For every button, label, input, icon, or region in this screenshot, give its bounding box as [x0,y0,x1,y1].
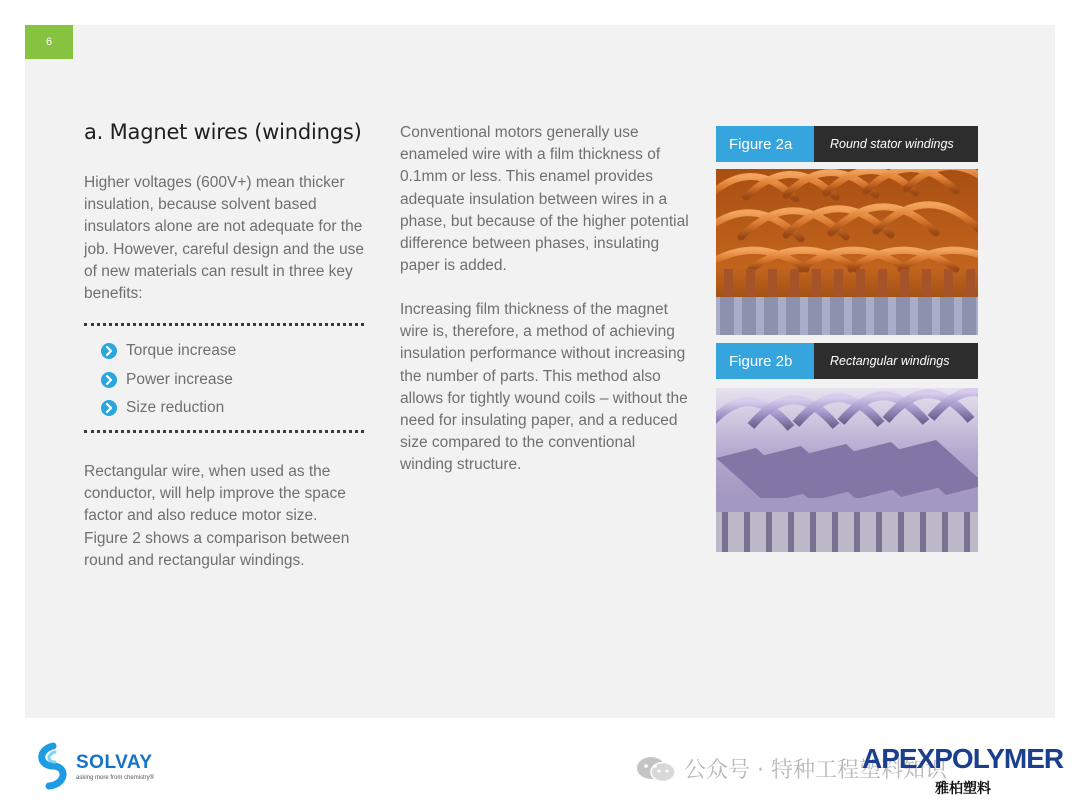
benefit-item [100,394,236,423]
rectangular-windings-image [716,388,978,552]
figure-2b-header [716,343,978,379]
benefit-label: Torque increase [126,342,237,360]
film-thickness-paragraph: Increasing film thickness of the magnet wire is, therefore, a method of achieving insulation performance without increasing the number of parts. This method also allows for tightly wound coils – without the need for insulating paper, and a reduced size compared to the conventional winding structure. [400,301,688,474]
intro-paragraph: Higher voltages (600V+) mean thicker insulation, because solvent based insulators alone are not adequate for the job. However, careful design and the use of new materials can result in three key benefits: [84,174,365,303]
chevron-circle-icon [100,399,118,417]
section-heading: a. Magnet wires (windings) [84,120,362,144]
rectangular-wire-paragraph: Rectangular wire, when used as the conductor, will help improve the space factor and also reduce motor size. Figure 2 shows a comparison between round and rectangular windings. [84,463,350,569]
dotted-divider-top [84,323,364,326]
figure-2b-caption: Rectangular windings [814,343,978,379]
benefit-item [100,337,236,366]
figure-2a-caption: Round stator windings [814,126,978,162]
benefit-item [100,366,236,395]
benefit-label: Size reduction [126,399,225,417]
wechat-watermark: 公众号 · 特种工程塑料知识 [684,758,947,783]
dotted-divider-bottom [84,430,364,433]
solvay-brand-name: SOLVAY [76,752,153,773]
wechat-icon [635,754,677,784]
figure-2b-tag: Figure 2b [716,343,814,379]
benefit-label: Power increase [126,370,233,388]
chevron-circle-icon [100,342,118,360]
solvay-tagline: asking more from chemistry® [76,775,155,781]
benefits-list [100,337,236,423]
page-number: 6 [25,25,73,59]
chevron-circle-icon [100,371,118,389]
apex-polymer-logo: APEXPOLYMER [862,743,1064,774]
figure-2a-header [716,126,978,162]
figure-2a-tag: Figure 2a [716,126,814,162]
apex-polymer-subtitle: 雅柏塑料 [935,781,991,797]
round-stator-windings-image [716,169,978,335]
conventional-motors-paragraph: Conventional motors generally use enameled wire with a film thickness of 0.1mm or less. This enamel provides adequate insulation between wires in a phase, but because of the higher potential difference between phases, insulating paper is added. [400,124,689,275]
